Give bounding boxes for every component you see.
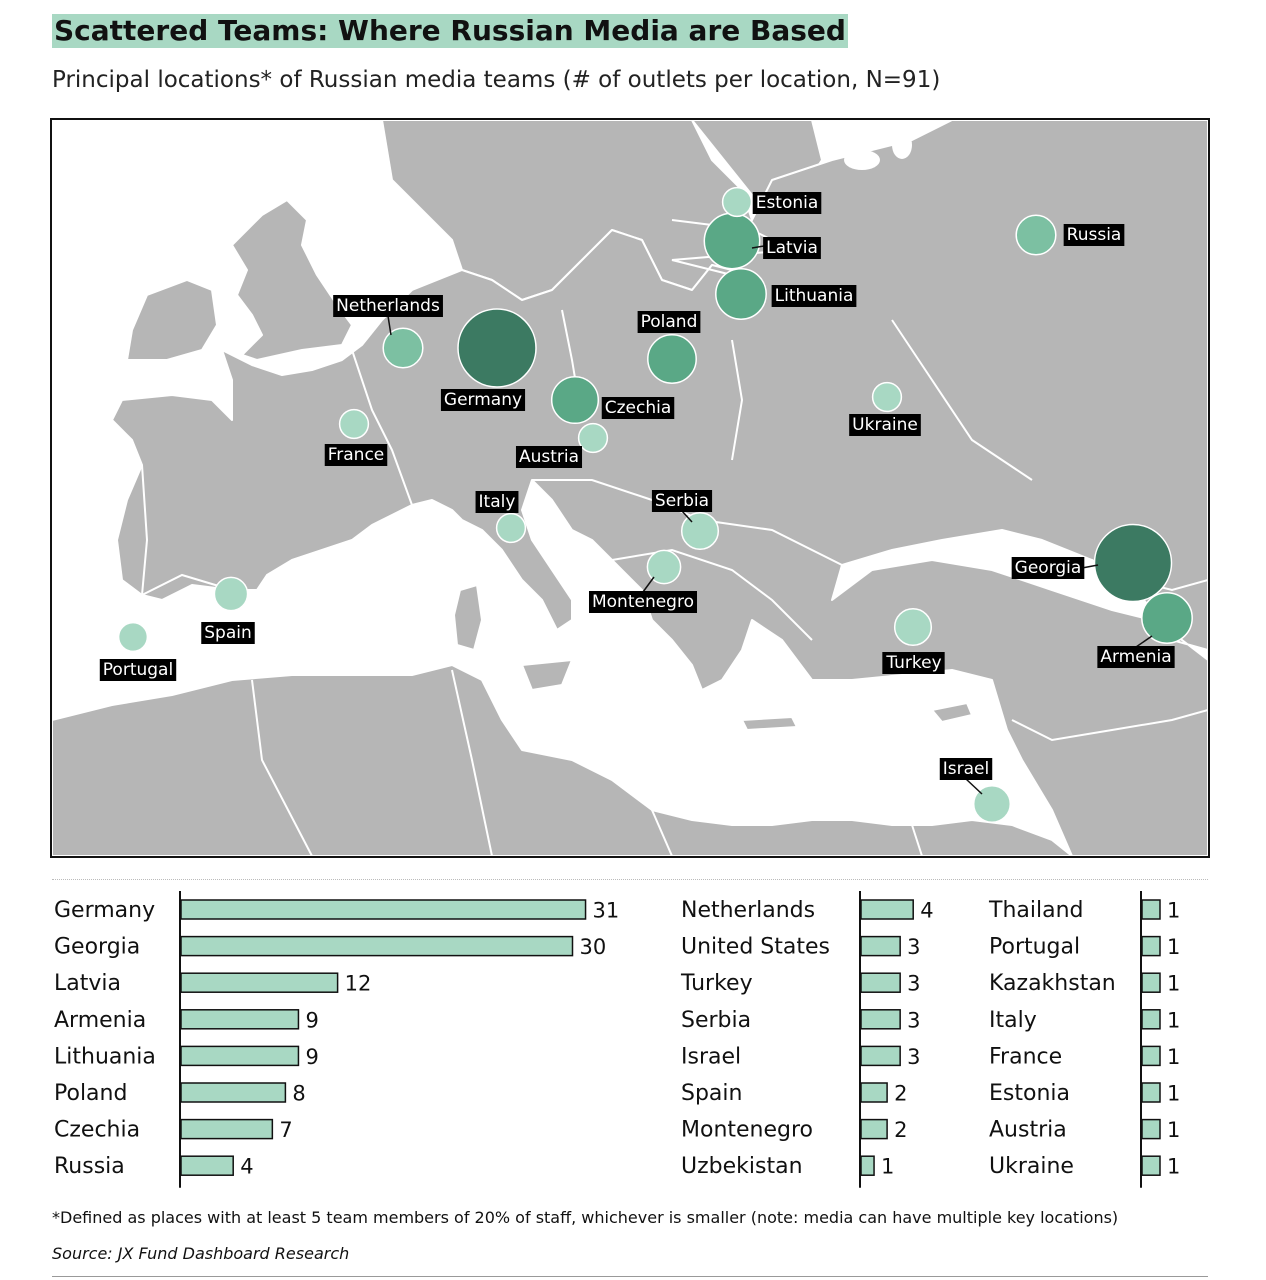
map-label-france: [325, 444, 388, 466]
bar-netherlands: [861, 900, 913, 919]
bar-value-label: 4: [240, 1154, 254, 1179]
footnote: *Defined as places with at least 5 team members of 20% of staff, whichever is smaller (note: media can have multiple key locations): [52, 1208, 1119, 1227]
chart-subtitle: Principal locations* of Russian media teams (# of outlets per location, N=91): [52, 67, 941, 93]
bar-category-label: Netherlands: [681, 898, 816, 923]
map-label-text-georgia: Georgia: [1014, 558, 1082, 578]
leader-israel: [966, 779, 982, 794]
bubble-lithuania: [716, 269, 766, 319]
map-label-germany: [441, 389, 525, 411]
source-note: Source: JX Fund Dashboard Research: [52, 1244, 350, 1263]
bubble-netherlands: [383, 328, 423, 368]
map-label-latvia: [763, 237, 821, 259]
map-label-text-estonia: Estonia: [755, 193, 819, 213]
bar-category-label: Montenegro: [681, 1117, 814, 1143]
bubble-germany: [458, 309, 536, 387]
bar-value-label: 2: [894, 1081, 908, 1106]
map-label-poland: [638, 311, 701, 333]
bar-value-label: 12: [344, 971, 372, 996]
map-label-text-netherlands: Netherlands: [336, 296, 440, 316]
bar-category-label: Czechia: [54, 1117, 141, 1143]
bar-category-label: Russia: [54, 1154, 125, 1180]
map-label-montenegro: [589, 591, 697, 613]
map-label-netherlands: [333, 295, 443, 317]
bar-uzbekistan: [861, 1156, 874, 1175]
bar-category-label: Portugal: [989, 934, 1081, 960]
land-sicily: [522, 660, 572, 690]
map-label-text-france: France: [327, 445, 385, 465]
bar-austria: [1142, 1120, 1160, 1139]
bar-czechia: [181, 1120, 272, 1139]
bar-serbia: [861, 1010, 900, 1029]
map-label-portugal: [100, 659, 176, 681]
bar-ukraine: [1142, 1156, 1160, 1175]
land-lake-onega: [892, 131, 912, 159]
bar-israel: [861, 1046, 900, 1065]
map-label-italy: [476, 491, 519, 513]
bar-value-label: 1: [881, 1154, 895, 1179]
bar-value-label: 9: [305, 1008, 319, 1033]
map-label-text-italy: Italy: [478, 492, 516, 512]
bubble-latvia: [704, 213, 759, 268]
chart-title: Scattered Teams: Where Russian Media are Based: [54, 14, 846, 47]
bar-category-label: Latvia: [54, 971, 121, 997]
land-north-africa: [52, 665, 1072, 856]
bar-value-label: 2: [894, 1118, 908, 1143]
bubble-austria: [579, 424, 608, 453]
land-ireland: [127, 280, 217, 360]
bar-portugal: [1142, 937, 1160, 956]
bubble-czechia: [552, 377, 599, 424]
land-sardinia: [454, 585, 482, 650]
bar-category-label: Ukraine: [989, 1154, 1074, 1180]
bar-value-label: 3: [907, 1044, 921, 1069]
bar-latvia: [181, 973, 338, 992]
bar-category-label: Uzbekistan: [681, 1154, 803, 1180]
map-label-estonia: [753, 192, 822, 214]
map-label-turkey: [882, 652, 944, 674]
map-label-text-latvia: Latvia: [766, 238, 818, 258]
bar-montenegro: [861, 1120, 887, 1139]
map-label-georgia: [1012, 557, 1085, 579]
bar-value-label: 8: [292, 1081, 306, 1106]
bubble-russia: [1016, 215, 1056, 255]
map-label-russia: [1064, 224, 1125, 246]
bubble-georgia: [1095, 525, 1172, 602]
map-label-text-spain: Spain: [204, 623, 252, 643]
bar-russia: [181, 1156, 233, 1175]
bar-category-label: Turkey: [681, 971, 753, 997]
bar-value-label: 1: [1167, 935, 1181, 960]
map-label-text-poland: Poland: [640, 312, 698, 332]
bar-kazakhstan: [1142, 973, 1160, 992]
bubble-france: [340, 410, 369, 439]
bar-category-label: Italy: [989, 1007, 1037, 1033]
map-label-czechia: [602, 397, 675, 419]
bar-value-label: 4: [920, 898, 934, 923]
bar-value-label: 3: [907, 935, 921, 960]
map-label-text-ukraine: Ukraine: [852, 415, 918, 435]
bar-category-label: Georgia: [54, 934, 141, 960]
map-label-text-armenia: Armenia: [1100, 647, 1172, 667]
bar-value-label: 1: [1167, 1008, 1181, 1033]
land-great-britain: [232, 200, 352, 360]
map-label-spain: [201, 622, 255, 644]
bar-category-label: Estonia: [989, 1081, 1070, 1106]
divider: [52, 879, 1208, 880]
land-scandinavia: [382, 120, 752, 300]
map-label-text-russia: Russia: [1066, 225, 1122, 245]
bar-value-label: 3: [907, 1008, 921, 1033]
bar-thailand: [1142, 900, 1160, 919]
bar-spain: [861, 1083, 887, 1102]
bubble-armenia: [1142, 593, 1192, 643]
land-lake-ladoga: [844, 150, 880, 170]
bar-germany: [181, 900, 586, 919]
bar-value-label: 9: [305, 1044, 319, 1069]
bar-category-label: Spain: [681, 1081, 743, 1106]
bar-category-label: Poland: [54, 1081, 128, 1106]
bubble-estonia: [723, 188, 752, 217]
bar-armenia: [181, 1010, 298, 1029]
map-label-text-germany: Germany: [443, 390, 523, 410]
bar-value-label: 31: [592, 898, 620, 923]
map-label-text-czechia: Czechia: [604, 398, 672, 418]
map-label-ukraine: [849, 414, 921, 436]
bar-poland: [181, 1083, 285, 1102]
bubble-italy: [497, 514, 526, 543]
bubble-spain: [214, 577, 247, 610]
map-label-lithuania: [772, 285, 857, 307]
map-label-text-israel: Israel: [942, 759, 990, 779]
map-label-text-lithuania: Lithuania: [774, 286, 854, 306]
bar-france: [1142, 1046, 1160, 1065]
bubble-ukraine: [873, 383, 902, 412]
map-label-text-turkey: Turkey: [886, 653, 942, 673]
bar-category-label: France: [989, 1044, 1063, 1070]
bar-value-label: 30: [579, 935, 607, 960]
bar-category-label: Serbia: [681, 1007, 752, 1033]
bar-value-label: 1: [1167, 1118, 1181, 1143]
bar-category-label: Austria: [989, 1117, 1067, 1143]
bar-lithuania: [181, 1046, 298, 1065]
bar-value-label: 1: [1167, 971, 1181, 996]
bar-value-label: 1: [1167, 1044, 1181, 1069]
bar-value-label: 1: [1167, 1154, 1181, 1179]
europe-map: [50, 118, 1210, 858]
map-label-text-austria: Austria: [518, 447, 580, 467]
bar-turkey: [861, 973, 900, 992]
map-label-israel: [940, 758, 992, 780]
bar-united-states: [861, 937, 900, 956]
bar-georgia: [181, 937, 573, 956]
bar-category-label: United States: [681, 934, 830, 960]
bar-value-label: 3: [907, 971, 921, 996]
map-label-serbia: [652, 490, 712, 512]
bar-estonia: [1142, 1083, 1160, 1102]
map-label-austria: [516, 446, 582, 468]
map-label-armenia: [1097, 646, 1174, 668]
bar-value-label: 1: [1167, 1081, 1181, 1106]
bar-category-label: Thailand: [989, 898, 1084, 923]
land-cyprus: [932, 703, 972, 722]
bubble-serbia: [682, 513, 719, 550]
bar-category-label: Lithuania: [54, 1044, 156, 1070]
bar-value-label: 7: [279, 1118, 293, 1143]
bar-italy: [1142, 1010, 1160, 1029]
bubble-turkey: [895, 609, 932, 646]
bar-category-label: Israel: [681, 1044, 742, 1070]
bubble-poland: [648, 335, 696, 383]
bottom-rule: [52, 1276, 1208, 1277]
bar-category-label: Kazakhstan: [989, 971, 1116, 997]
bar-category-label: Germany: [54, 898, 156, 923]
bar-value-label: 1: [1167, 898, 1181, 923]
map-label-text-serbia: Serbia: [654, 491, 710, 511]
map-canvas: [52, 120, 1208, 856]
map-label-text-portugal: Portugal: [102, 660, 174, 680]
bar-chart: [0, 888, 1266, 1188]
bar-category-label: Armenia: [54, 1007, 147, 1033]
land-crete: [742, 717, 797, 730]
map-label-text-montenegro: Montenegro: [591, 592, 695, 612]
bubble-portugal: [119, 623, 148, 652]
